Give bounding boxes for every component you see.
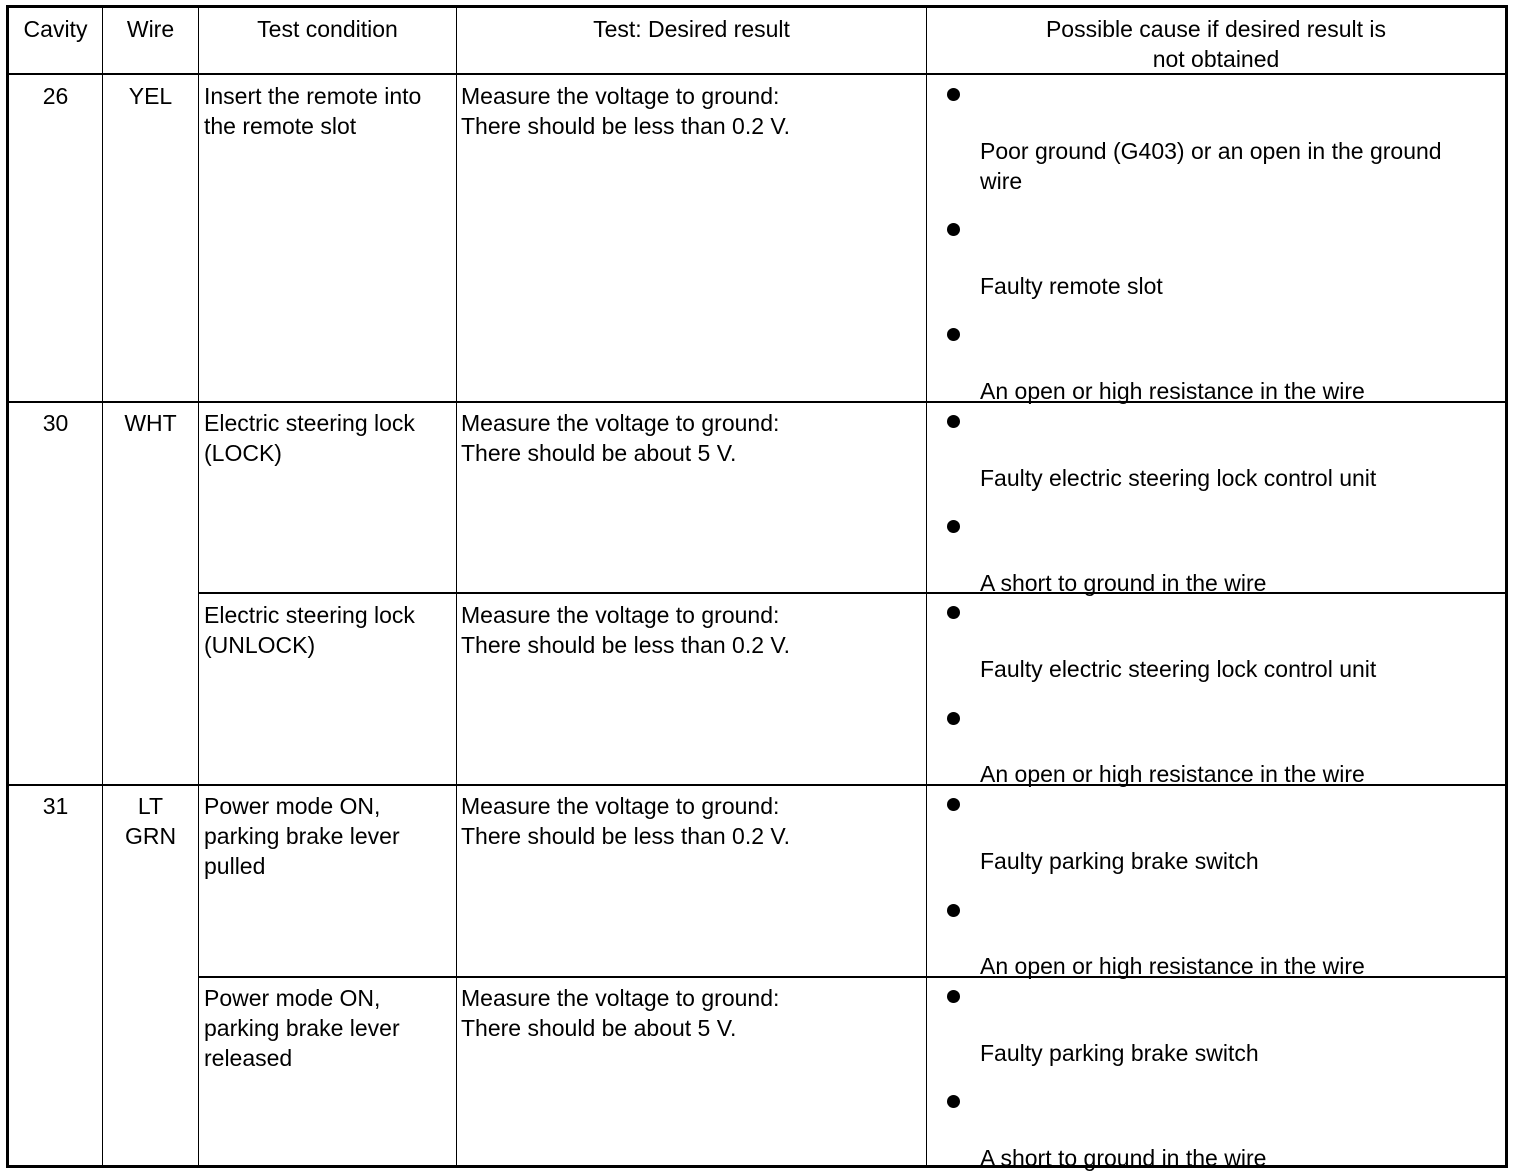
cause-item: Faulty electric steering lock control unit	[980, 656, 1377, 682]
condition-cell: pulled	[204, 853, 266, 879]
cause-item: wire	[980, 168, 1023, 194]
bullet-icon	[947, 904, 960, 917]
bullet-icon	[947, 328, 960, 341]
wire-cell: LT	[137, 793, 164, 819]
header-test-condition: Test condition	[257, 16, 398, 42]
cause-item: An open or high resistance in the wire	[980, 761, 1365, 787]
cause-item: Faulty electric steering lock control unit	[980, 465, 1377, 491]
cavity-cell: 30	[42, 410, 69, 436]
bullet-icon	[947, 606, 960, 619]
result-cell: Measure the voltage to ground:	[461, 985, 780, 1011]
cause-item: An open or high resistance in the wire	[980, 378, 1365, 404]
bullet-icon	[947, 798, 960, 811]
result-cell: There should be about 5 V.	[461, 1015, 737, 1041]
bullet-icon	[947, 223, 960, 236]
result-cell: Measure the voltage to ground:	[461, 602, 780, 628]
bullet-icon	[947, 415, 960, 428]
cavity-cell: 31	[42, 793, 69, 819]
column-divider	[926, 8, 927, 1165]
wire-cell: WHT	[124, 410, 177, 436]
result-cell: There should be less than 0.2 V.	[461, 113, 791, 139]
cause-item: Faulty parking brake switch	[980, 848, 1259, 874]
header-desired-result: Test: Desired result	[593, 16, 790, 42]
result-cell: There should be about 5 V.	[461, 440, 737, 466]
condition-cell: (LOCK)	[204, 440, 282, 466]
cause-item: Faulty remote slot	[980, 273, 1163, 299]
condition-cell: (UNLOCK)	[204, 632, 316, 658]
result-cell: Measure the voltage to ground:	[461, 410, 780, 436]
condition-cell: Insert the remote into	[204, 83, 422, 109]
header-cavity: Cavity	[23, 16, 88, 42]
column-divider	[102, 8, 103, 1165]
bullet-icon	[947, 990, 960, 1003]
condition-cell: Electric steering lock	[204, 410, 415, 436]
bullet-icon	[947, 712, 960, 725]
condition-cell: Power mode ON,	[204, 793, 381, 819]
column-divider	[456, 8, 457, 1165]
condition-cell: the remote slot	[204, 113, 357, 139]
bullet-icon	[947, 520, 960, 533]
result-cell: There should be less than 0.2 V.	[461, 632, 791, 658]
cause-item: A short to ground in the wire	[980, 570, 1267, 596]
diagnostic-table	[6, 5, 1508, 1171]
result-cell: Measure the voltage to ground:	[461, 793, 780, 819]
cause-item: A short to ground in the wire	[980, 1145, 1267, 1171]
condition-cell: released	[204, 1045, 293, 1071]
cause-item: Poor ground (G403) or an open in the ground	[980, 138, 1442, 164]
header-wire: Wire	[126, 16, 175, 42]
cause-item: An open or high resistance in the wire	[980, 953, 1365, 979]
column-divider	[198, 8, 199, 1165]
condition-cell: Power mode ON,	[204, 985, 381, 1011]
row-divider	[199, 592, 1505, 594]
header-possible-cause: not obtained	[1152, 46, 1280, 72]
condition-cell: parking brake lever	[204, 823, 400, 849]
header-possible-cause: Possible cause if desired result is	[1045, 16, 1387, 42]
bullet-icon	[947, 1095, 960, 1108]
wire-cell: YEL	[128, 83, 173, 109]
bullet-icon	[947, 88, 960, 101]
condition-cell: parking brake lever	[204, 1015, 400, 1041]
cause-item: Faulty parking brake switch	[980, 1040, 1259, 1066]
result-cell: Measure the voltage to ground:	[461, 83, 780, 109]
condition-cell: Electric steering lock	[204, 602, 415, 628]
wire-cell: GRN	[124, 823, 177, 849]
result-cell: There should be less than 0.2 V.	[461, 823, 791, 849]
cavity-cell: 26	[42, 83, 69, 109]
